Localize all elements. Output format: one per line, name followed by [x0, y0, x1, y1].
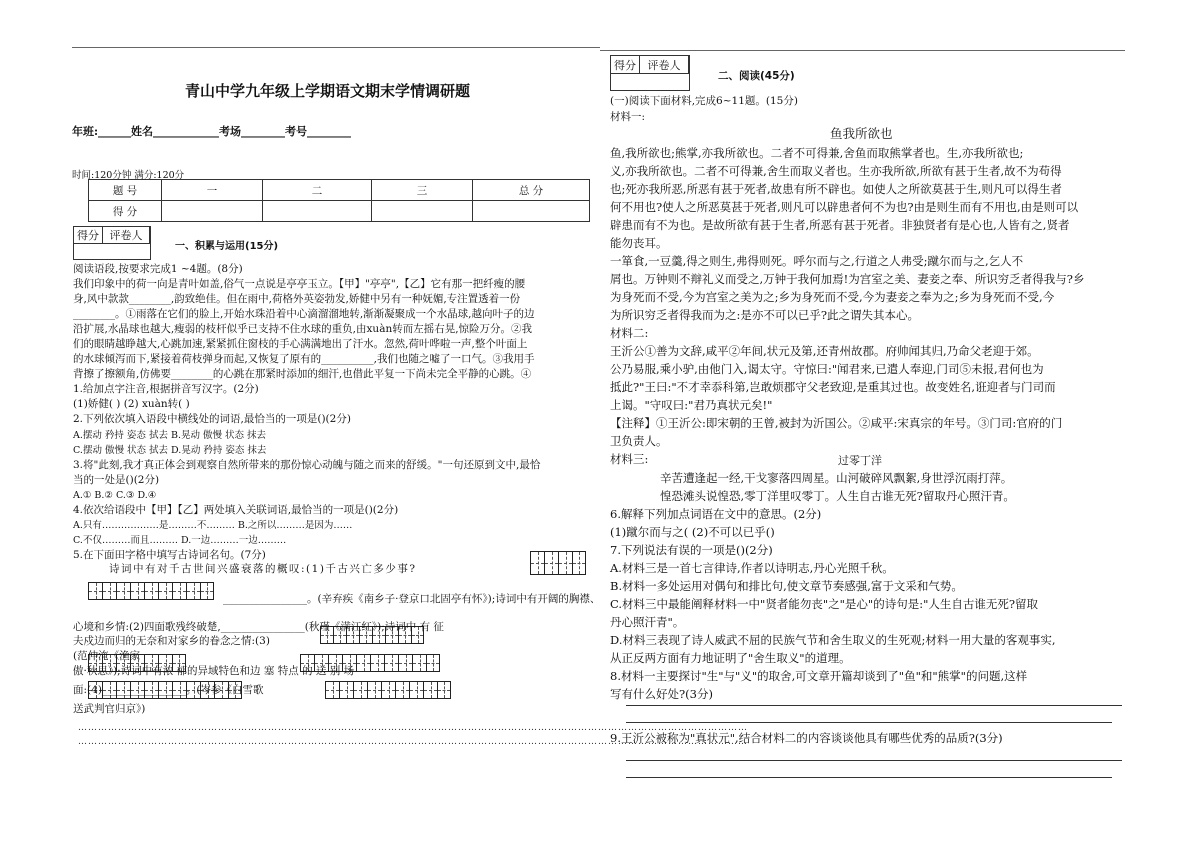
question: 1.给加点字注音,根据拼音写汉字。(2分) — [73, 383, 259, 395]
text-line: ________________。(辛弃疾《南乡子·登京口北固亭有怀》);诗词中有开阔的胸襟、 — [223, 593, 601, 605]
poem-line: 辛苦遭逢起一经,干戈寥落四周星。山河破碎风飘絮,身世浮沉雨打萍。 — [660, 471, 1013, 485]
text-line: 王沂公①善为文辞,咸平②年间,状元及第,还青州故郡。府帅闻其归,乃命父老迎于郊。 — [610, 344, 1039, 358]
score-entry[interactable] — [263, 201, 372, 222]
question-option: A.摆动 矜持 姿态 拭去 B.晃动 傲慢 状态 抹去 — [73, 430, 267, 441]
time-score-note: 时间:120分钟 满分:120分 — [72, 170, 185, 181]
text-line: 们的眼睛越睁越大,心跳加速,紧紧抓住窗枝的手心满满地出了汗水。忽然,荷叶哗啦一声,整个叶面上 — [73, 338, 528, 350]
question: 5.在下面田字格中填写古诗词名句。(7分) — [73, 549, 266, 561]
student-info-line: 年班:______姓名____________考场________考号________ — [72, 125, 352, 138]
text-line: 义,亦我所欲也。二者不可得兼,舍生而取义者也。生亦我所欲,所欲有甚于生者,故不为苟得 — [610, 164, 1062, 178]
text-line: 上谒。"守叹曰:"君乃真状元矣!" — [610, 398, 773, 412]
question-option: B.材料一多处运用对偶句和排比句,使文章节奏感强,富于文采和气势。 — [610, 579, 963, 593]
text-line: (范仲淹《渔家 — [73, 650, 141, 662]
text-line: ________。①雨落在它们的脸上,开始水珠沿着中心滴溜溜地转,渐渐凝聚成一个水晶球,越向叶子的边 — [73, 308, 535, 320]
text-line: 诗词中有对千古世间兴盛衰落的概叹:(1)千古兴亡多少事? — [109, 563, 417, 575]
scorer-box-grader-label: 评卷人 — [640, 56, 689, 73]
text-line: 也;死亦我所恶,所恶有甚于死者,故患有所不辟也。如使人之所欲莫甚于生,则凡可以得生者 — [610, 182, 1062, 196]
character-grid[interactable] — [88, 582, 214, 600]
text-line: 何不用也?使人之所恶莫甚于死者,则凡可以辟患者何不为也?由是则生而有不用也,由是则可以 — [610, 200, 1079, 214]
question-option: (1)娇健( ) (2) xuàn转( ) — [73, 398, 190, 410]
text-line: 身,风中款款________,韵致绝佳。但在雨中,荷格外英姿勃发,娇健中另有一种妩媚,专注置透着一份 — [73, 293, 521, 305]
section-intro: (一)阅读下面材料,完成6~11题。(15分) — [610, 95, 798, 107]
question-option: 丹心照汗青"。 — [610, 615, 685, 629]
scorer-box-grader-label: 评卷人 — [103, 227, 150, 243]
character-grid[interactable] — [325, 681, 451, 699]
question: 当的一处是()(2分) — [73, 474, 160, 486]
text-line: 心境和乡情:(2)四面歌残终破楚,________________(秋瑾《满江红》);诗词中 有 征 — [73, 621, 444, 633]
question-option: 从正反两方面有力地证明了"舍生取义"的道理。 — [610, 651, 851, 665]
text-line: 傲·秋思》);诗词中有浓 郁的异域特色和边 塞 特点 的 送 别 场 — [73, 665, 355, 677]
text-line: 一箪食,一豆羹,得之则生,弗得则死。呼尔而与之,行道之人弗受;蹴尔而与之,乞人不 — [610, 254, 1024, 268]
text-line: 沿扩展,水晶球也越大,瘦弱的枝杆似乎已支持不住水球的重负,由xuàn转而左摇右晃,惊险万分。②我 — [73, 323, 533, 335]
text-line: 鱼,我所欲也;熊掌,亦我所欲也。二者不可得兼,舍鱼而取熊掌者也。生,亦我所欲也; — [610, 146, 1024, 160]
score-table-cell: 二 — [263, 180, 372, 201]
score-entry[interactable] — [473, 201, 590, 222]
material-title: 鱼我所欲也 — [830, 126, 893, 141]
score-table-cell: 题 号 — [89, 180, 162, 201]
scorer-box-score-label: 得分 — [611, 56, 640, 73]
question-option: A.① B.② C.③ D.④ — [73, 490, 157, 501]
text-line: 为身死而不受,今为宫室之美为之;乡为身死而不受,今为妻妾之奉为之;乡为身死而不受,今 — [610, 290, 1055, 304]
question: 写有什么好处?(3分) — [610, 687, 713, 701]
text-line: 辟患而有不为也。是故所欲有甚于生者,所恶有甚于死者。非独贤者有是心也,人皆有之,贤者 — [610, 218, 1070, 232]
question-option: A.材料三是一首七言律诗,作者以诗明志,丹心光照千秋。 — [610, 561, 894, 575]
question: 8.材料一主要探讨"生"与"义"的取舍,可文章开篇却谈到了"鱼"和"熊掌"的问题,这样 — [610, 669, 1028, 683]
text-line: 我们印象中的荷一向是青叶如盖,俗气一点说是亭亭玉立。【甲】"亭亭",【乙】它有那一把纤瘦的腰 — [73, 278, 526, 290]
dotted-line: ………………………………………………………………………………………………………………………………………………………………………………… — [78, 723, 748, 733]
question: 6.解释下列加点词语在文中的意思。(2分) — [610, 507, 822, 521]
question-option: C.材料三中最能阐释材料一中"贤者能勿丧"之"是心"的诗句是:"人生自古谁无死?留取 — [610, 597, 1039, 611]
material-label: 材料二: — [610, 326, 649, 340]
answer-line[interactable] — [626, 760, 1122, 761]
poem-title: 过零丁洋 — [838, 454, 882, 467]
question: 3.将"此刻,我才真正体会到观察自然所带来的那份惊心动魄与随之而来的舒缓。"一句还原到文中,最恰 — [73, 459, 541, 471]
scorer-box-score-label: 得分 — [74, 227, 103, 243]
question-option: C.摆动 傲慢 状态 拭去 D.晃动 矜持 姿态 抹去 — [73, 445, 267, 456]
score-table-cell: 三 — [372, 180, 473, 201]
score-entry[interactable] — [372, 201, 473, 222]
text-line: 屑也。万钟则不辩礼义而受之,万钟于我何加焉!为宫室之美、妻妾之奉、所识穷乏者得我与?乡 — [610, 272, 1085, 286]
section-title: 一、积累与运用(15分) — [175, 241, 279, 252]
top-rule — [600, 50, 1125, 51]
score-table — [88, 179, 590, 222]
dotted-line: ………………………………………………………………………………………………………………………………………………………………………………… — [78, 737, 748, 747]
answer-line[interactable] — [626, 705, 1122, 706]
answer-line[interactable] — [626, 722, 1112, 723]
question-option: A.只有………………是………不……… B.之所以………是因为…… — [73, 520, 353, 531]
score-table-cell: 得 分 — [89, 201, 162, 222]
material-label: 材料三: — [610, 452, 649, 466]
text-line: 公乃易服,乘小驴,由他门入,谒太守。守惊曰:"闻君来,已遣人奉迎,门司⑤未报,君何也为 — [610, 362, 1044, 376]
score-table-cell: 一 — [162, 180, 263, 201]
text-line: 抵此?"王曰:"不才幸忝科第,岂敢烦郡守父老致迎,是重其过也。故变姓名,诳迎者与门司而 — [610, 380, 1056, 394]
question: 2.下列依次填入语段中横线处的词语,最恰当的一项是()(2分) — [73, 413, 351, 425]
text-line: 背擦了擦额角,仿佛要________的心跳在那紧时添加的细汗,也借此平复一下尚未完全平静的心跳。④ — [73, 368, 532, 380]
question: 4.依次给语段中【甲】【乙】两处填入关联词语,最恰当的一项是()(2分) — [73, 504, 399, 516]
text-line: 的水球倾泻而下,紧接着荷枝弹身而起,又恢复了原有的__________,我们也随之嘘了一口气。③我用手 — [73, 353, 535, 365]
top-rule — [72, 47, 600, 48]
question: 7.下列说法有误的一项是()(2分) — [610, 543, 773, 557]
scorer-box — [610, 55, 690, 91]
character-grid[interactable] — [530, 551, 586, 575]
text-line: 送武判官归京》) — [73, 703, 146, 715]
text-line: 夫戍边而归的无奈和对家乡的眷念之情:(3) — [73, 635, 270, 647]
score-entry[interactable] — [162, 201, 263, 222]
text-line: 能勿丧耳。 — [610, 236, 668, 250]
text-line: 面:(4)________________。(岑参《白雪歌 — [73, 684, 264, 696]
poem-line: 惶恐滩头说惶恐,零丁洋里叹零丁。人生自古谁无死?留取丹心照汗青。 — [660, 489, 1015, 503]
exam-title: 青山中学九年级上学期语文期末学情调研题 — [185, 82, 471, 100]
text-line: 为所识穷乏者得我而为之:是亦不可以已乎?此之谓失其本心。 — [610, 308, 920, 322]
annotation: 【注释】①王沂公:即宋朝的王曾,被封为沂国公。②咸平:宋真宗的年号。③门司:官府的门 — [610, 416, 1063, 430]
scorer-box — [73, 226, 151, 260]
section-title: 二、阅读(45分) — [718, 70, 795, 82]
question: 9.王沂公被称为"真状元",结合材料二的内容谈谈他具有哪些优秀的品质?(3分) — [610, 731, 1003, 745]
score-table-cell: 总 分 — [473, 180, 590, 201]
question-option: C.不仅………而且……… D.一边………一边……… — [73, 535, 287, 546]
right-page — [600, 0, 1200, 848]
question-option: D.材料三表现了诗人威武不屈的民族气节和舍生取义的生死观;材料一用大量的客观事实, — [610, 633, 1056, 647]
annotation: 卫负责人。 — [610, 434, 668, 448]
answer-line[interactable] — [626, 777, 1112, 778]
text-line: 阅读语段,按要求完成1 ~4题。(8分) — [73, 263, 243, 275]
question-item: (1)蹴尔而与之( (2)不可以已乎() — [610, 525, 775, 539]
material-label: 材料一: — [610, 111, 646, 123]
